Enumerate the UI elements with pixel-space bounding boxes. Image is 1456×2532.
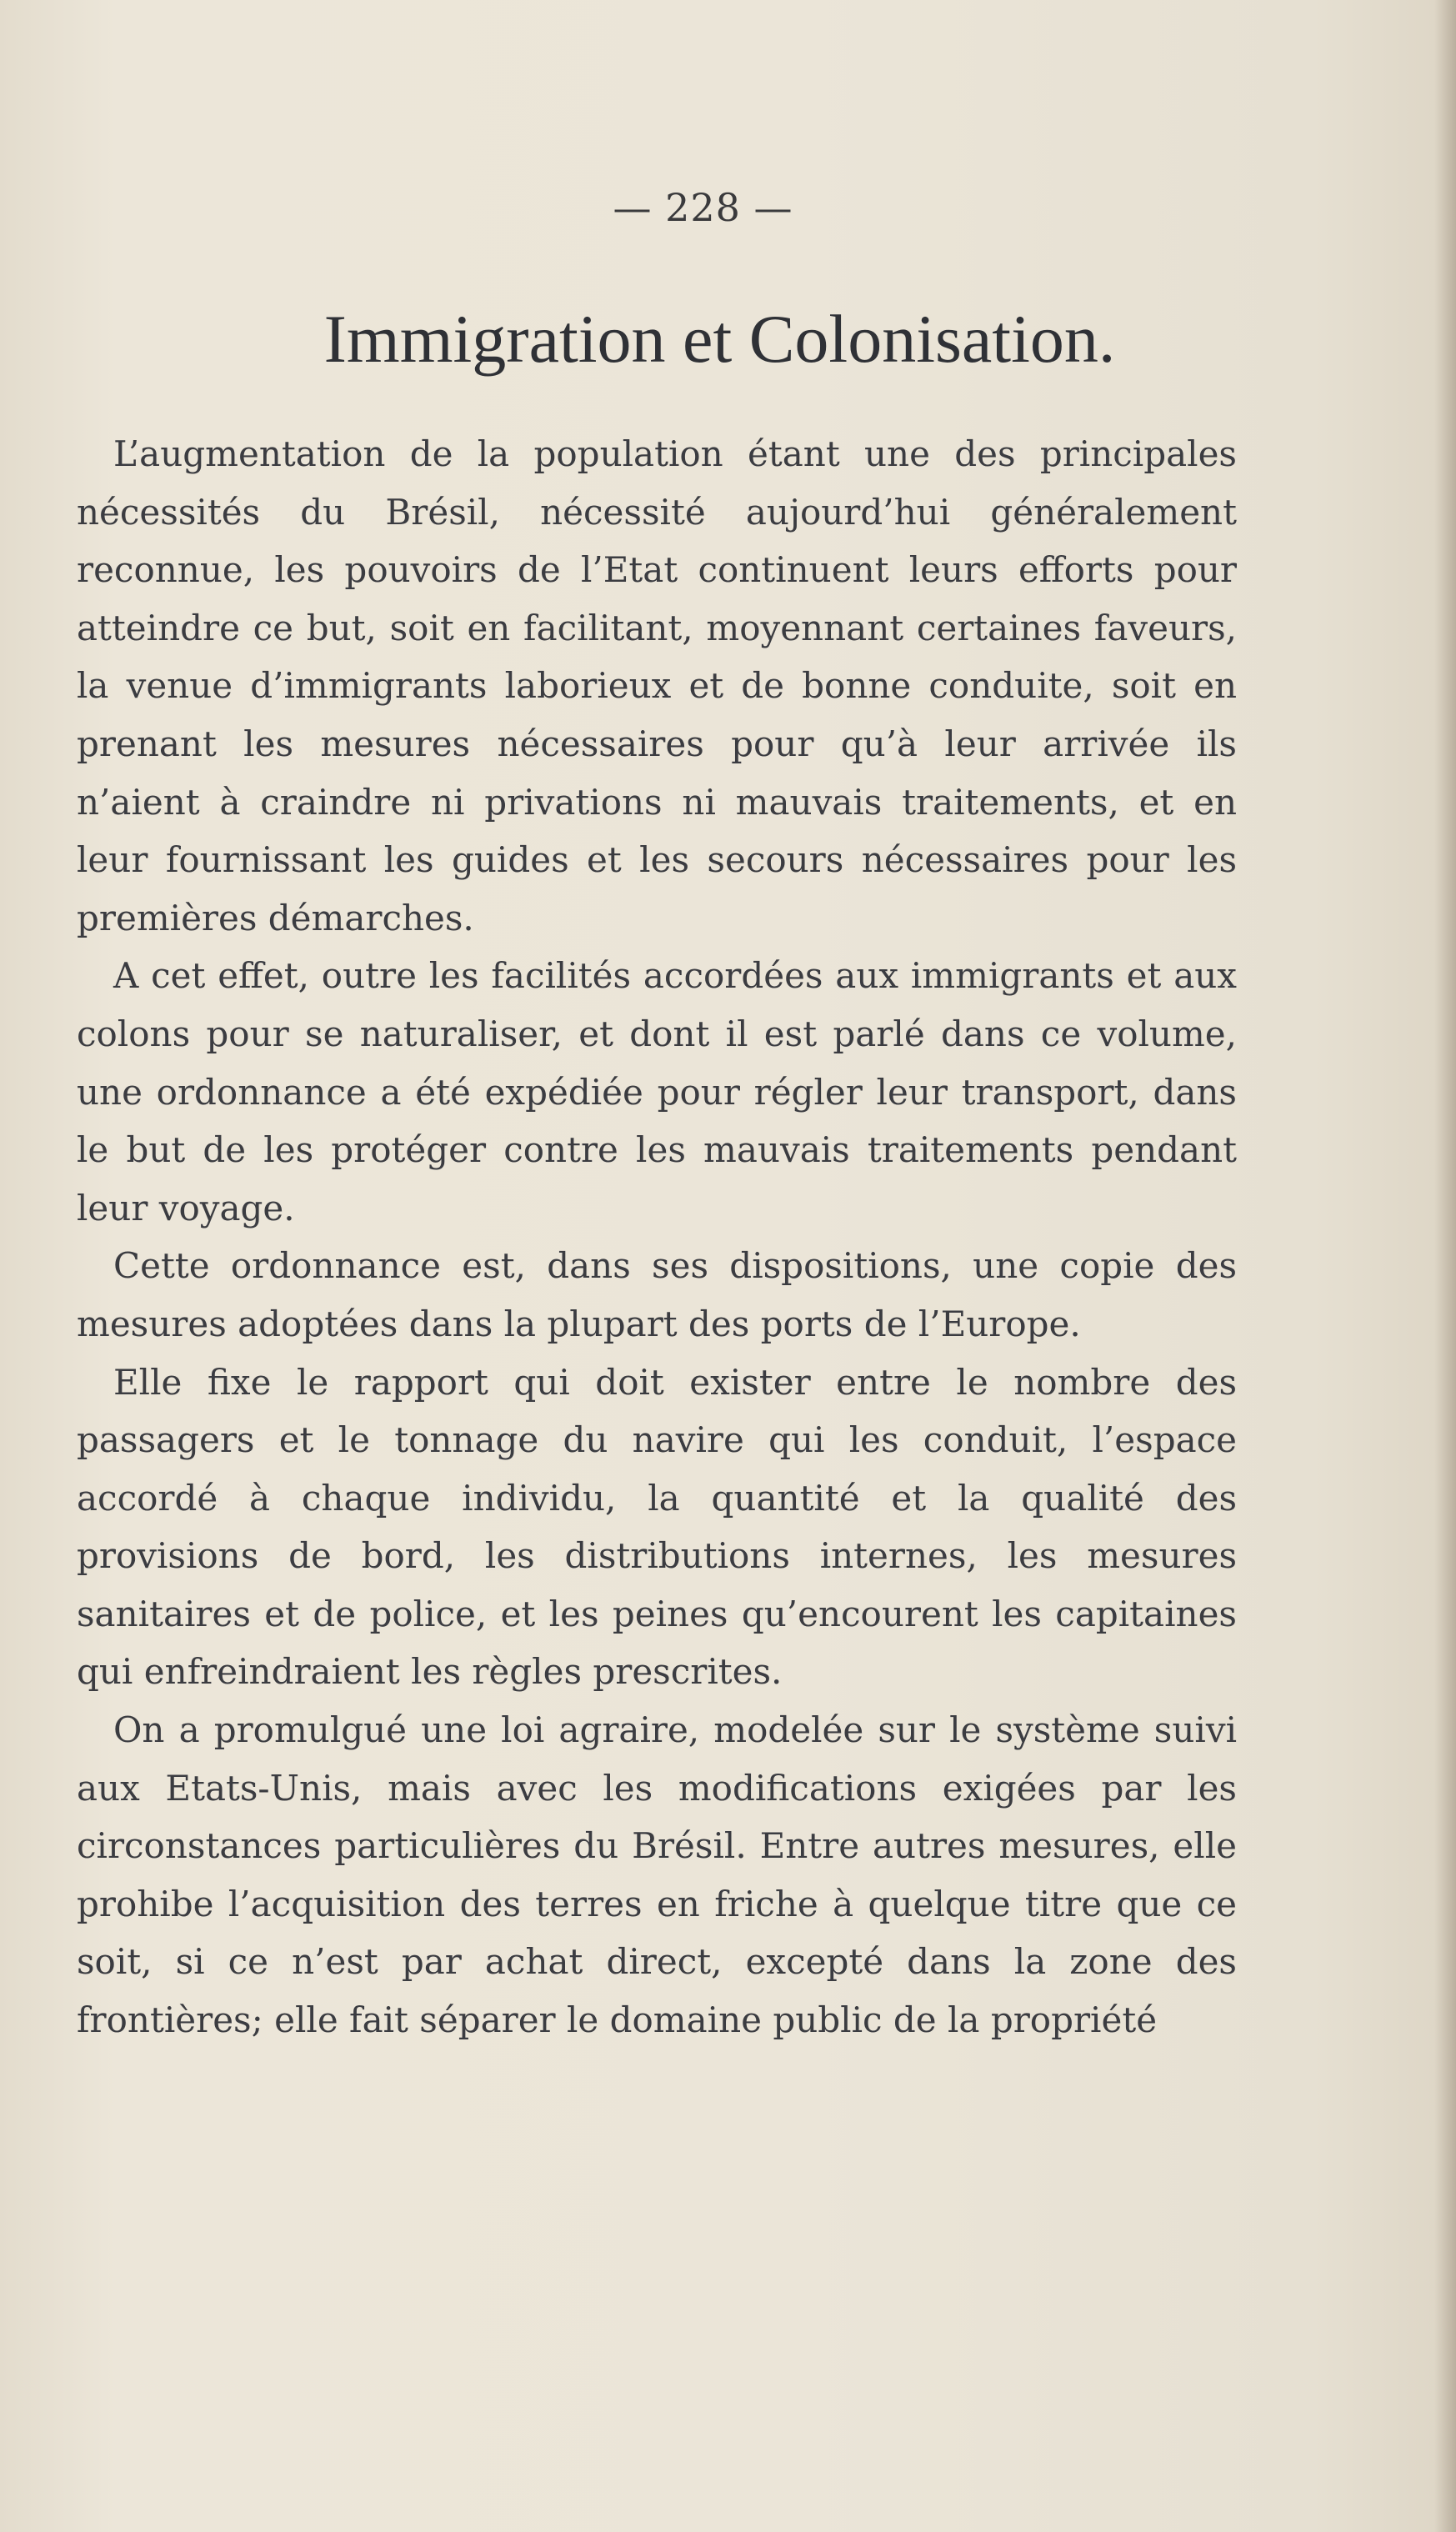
page-edge-shadow [1434, 0, 1456, 2532]
paragraph: Elle fixe le rapport qui doit exister entre le nombre des passagers et le tonnage du navire qui les conduit, l’espace accordé à chaque individu, la quantité et la qualité des provisions de bord, les distributions internes, les mesures sanitaires et de police, et les peines qu’encourent les capitaines qui enfreindraient les règles prescrites. [77, 1361, 1237, 1693]
page-number: — 228 — [613, 185, 793, 230]
paragraph: L’augmentation de la population étant une des principales nécessités du Brésil, nécessité aujourd’hui généralement reconnue, les pouvoirs de l’Etat continuent leurs efforts pour atteindre ce but, soit en facilitant, moyennant certaines faveurs, la venue d’immigrants laborieux et de bonne conduite, soit en prenant les mesures nécessaires pour qu’à leur arrivée ils n’aient à craindre ni privations ni mauvais traitements, et en leur fournissant les guides et les secours nécessaires pour les premières démarches. [77, 433, 1237, 938]
paragraph: Cette ordonnance est, dans ses dispositions, une copie des mesures adoptées dans la plupart des ports de l’Europe. [77, 1245, 1237, 1344]
chapter-title: Immigration et Colonisation. [323, 301, 1116, 377]
paragraph: A cet effet, outre les facilités accordées aux immigrants et aux colons pour se naturaliser, et dont il est parlé dans ce volume, une ordonnance a été expédiée pour régler leur transport, dans le but de les protéger contre les mauvais traitements pendant leur voyage. [77, 955, 1237, 1228]
body-text [77, 425, 1237, 2049]
paragraph: On a promulgué une loi agraire, modelée sur le système suivi aux Etats-Unis, mais avec les modifications exigées par les circonstances particulières du Brésil. Entre autres mesures, elle prohibe l’acquisition des terres en friche à quelque titre que ce soit, si ce n’est par achat direct, excepté dans la zone des frontières; elle fait séparer le domaine public de la propriété [77, 1709, 1237, 2041]
